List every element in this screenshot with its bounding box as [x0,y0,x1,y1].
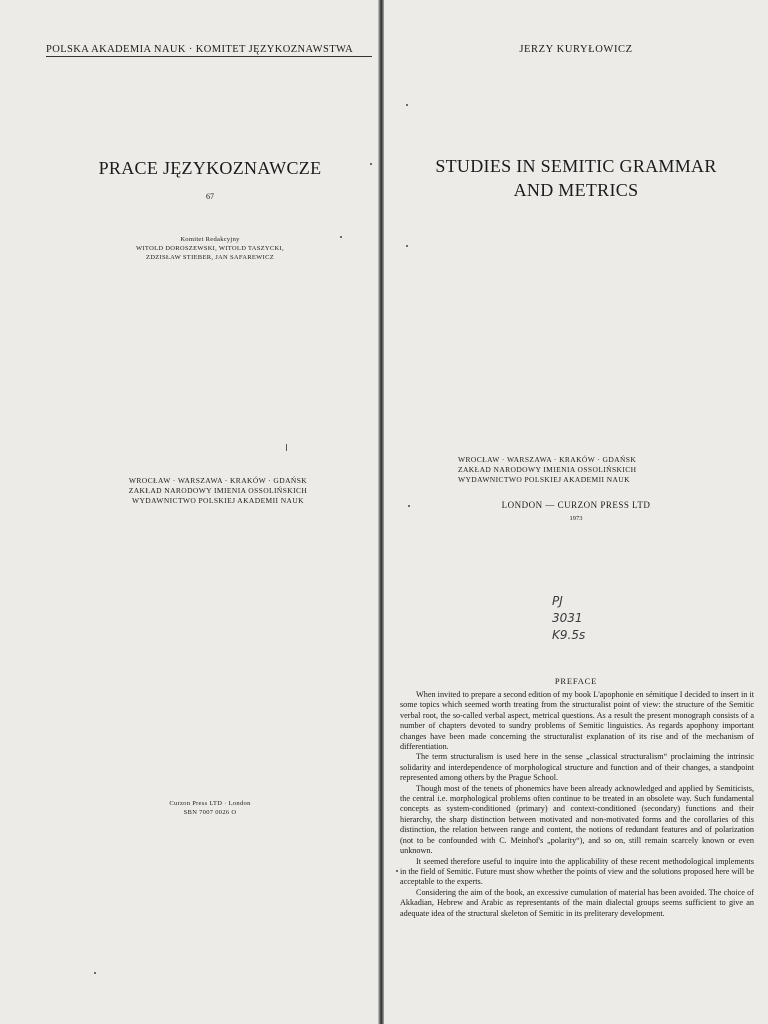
publisher-institute: ZAKŁAD NARODOWY IMIENIA OSSOLIŃSKICH [128,486,308,495]
series-number: 67 [206,192,214,201]
book-title-line-2: AND METRICS [513,180,639,200]
author-name: JERZY KURYŁOWICZ [519,44,633,55]
preface-paragraph: Though most of the tenets of phonemics have been already acknowledged and applied by Semiticists, the central i.e. morphological problems often continue to be treated in an obsolete way. Such fundamental concepts as system-conditioned (primary) and context-conditioned (secondary) functions and their hierarchy, the sharp distinction between motivated and non-motivated forms and the corollaries of this distinction, the relation between range and content, the notions of redundant features and of polarization (not to be confounded with C. Meinhof's „polarity“), and so on, still remain scarcely known or even unknown. [400,783,754,856]
editorial-committee [60,235,360,262]
publisher-institute: ZAKŁAD NARODOWY IMIENIA OSSOLIŃSKICH [458,465,637,474]
committee-line-2: ZDZISŁAW STIEBER, JAN SAFAREWICZ [145,254,274,261]
left-publisher-block [118,476,318,506]
scan-mark [286,444,287,451]
preface-paragraph: It seemed therefore useful to inquire into the applicability of these recent methodological implements in the field of Semitic. Future must show whether the points of view and the solutions proposed here will be acceptable to the experts. [400,856,754,887]
book-title-line-1: STUDIES IN SEMITIC GRAMMAR [435,156,717,176]
left-page [0,0,380,1024]
shelfmark-line-1: PJ [552,594,563,608]
copyright-block [60,799,360,817]
publisher-press: WYDAWNICTWO POLSKIEJ AKADEMII NAUK [132,496,304,505]
scan-speck [340,236,342,238]
series-header: POLSKA AKADEMIA NAUK · KOMITET JĘZYKOZNAWSTWA [46,44,372,57]
scan-speck [396,870,398,872]
committee-line-1: WITOLD DOROSZEWSKI, WITOLD TASZYCKI, [136,245,284,252]
scan-speck [370,163,372,165]
publisher-cities: WROCŁAW · WARSZAWA · KRAKÓW · GDAŃSK [458,455,637,464]
handwritten-shelfmark [552,593,585,644]
preface-paragraph: When invited to prepare a second edition of my book L'apophonie en sémitique I decided to insert in it some topics which seemed worth treating from the structuralist point of view: the structure of the Semitic verbal root, the so-called verbal aspect, metrical questions. As a result the present monograph consists of a number of chapters devoted to sundry problems of Semitic linguistics. As regards apophony important changes have been made concerning the structuralist explanation of its rise and of the mechanism of differentiation. [400,690,754,752]
shelfmark-line-3: K9.5s [552,628,586,642]
publisher-cities: WROCŁAW · WARSZAWA · KRAKÓW · GDAŃSK [128,476,308,485]
scan-speck [94,972,96,974]
committee-label: Komitet Redakcyjny [180,236,240,243]
london-imprint: LONDON — CURZON PRESS LTD [501,500,651,510]
shelfmark-line-2: 3031 [552,611,583,625]
publication-year: 1973 [569,515,583,522]
publisher-press: WYDAWNICTWO POLSKIEJ AKADEMII NAUK [458,475,630,484]
right-publisher-block [458,455,698,485]
scan-speck [406,104,408,106]
copyright-publisher: Curzon Press LTD · London [169,800,251,807]
preface-paragraph: Considering the aim of the book, an excessive cumulation of material has been avoided. The choice of Akkadian, Hebrew and Arabic as representants of the main dialectal groups seems sufficient to give an adequate idea of the structural skeleton of Semitic in its preliterary development. [400,887,754,918]
right-page [384,0,768,1024]
preface-paragraph: The term structuralism is used here in the sense „classical structuralism“ proclaiming the intrinsic solidarity and interdependence of morphological structure and function and of their changes, a standpoint represented among others by the Prague School. [400,752,754,783]
preface-heading: PREFACE [554,676,598,686]
series-title: PRACE JĘZYKOZNAWCZE [98,158,322,178]
isbn-line: SBN 7007 0026 O [183,809,237,816]
book-title [384,154,768,202]
scan-speck [406,245,408,247]
scan-speck [408,505,410,507]
preface-body [400,690,754,919]
